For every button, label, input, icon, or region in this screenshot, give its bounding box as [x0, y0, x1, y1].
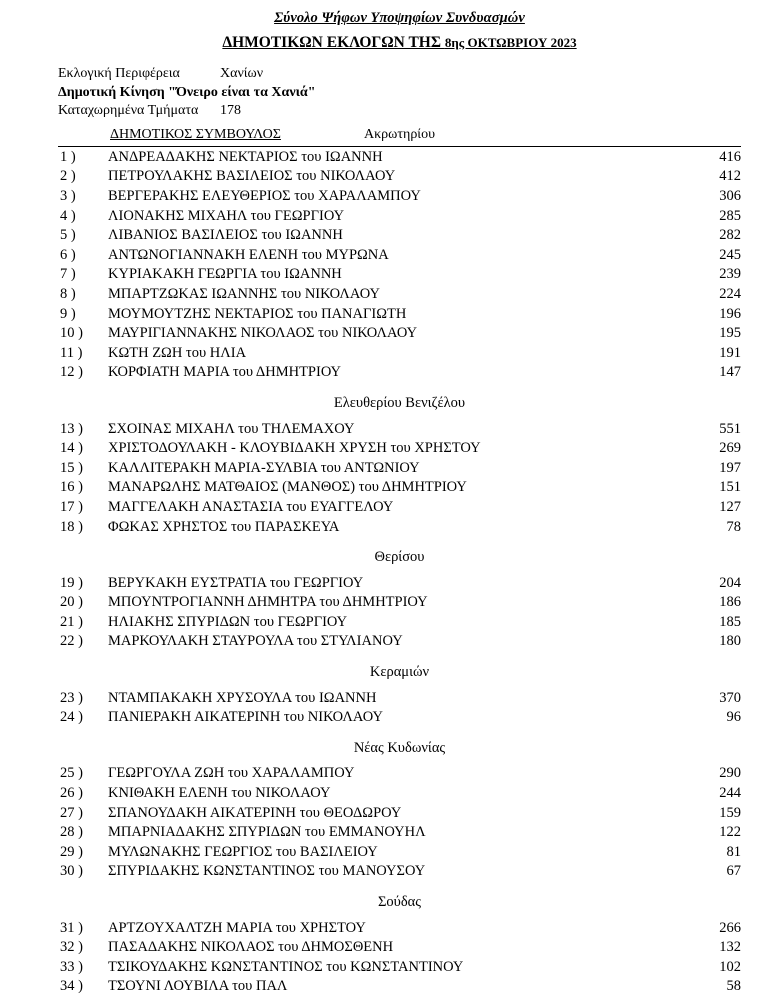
candidate-name: ΒΕΡΓΕΡΑΚΗΣ ΕΛΕΥΘΕΡΙΟΣ του ΧΑΡΑΛΑΜΠΟΥ — [108, 188, 421, 205]
row-number: 26 ) — [60, 785, 83, 802]
candidate-votes: 186 — [719, 594, 741, 611]
table-row — [58, 420, 741, 440]
meta-row-counted — [58, 102, 741, 121]
meta-row-region — [58, 65, 741, 84]
table-row — [58, 708, 741, 728]
candidate-votes: 285 — [719, 207, 741, 224]
table-row — [58, 363, 741, 383]
table-row — [58, 632, 741, 652]
row-number: 12 ) — [60, 364, 83, 381]
candidate-votes: 67 — [726, 863, 741, 880]
candidate-name: ΜΑΥΡΙΓΙΑΝΝΑΚΗΣ ΝΙΚΟΛΑΟΣ του ΝΙΚΟΛΑΟΥ — [108, 325, 418, 342]
candidate-votes: 266 — [719, 919, 741, 936]
document-subtitle — [58, 34, 741, 52]
row-number: 16 ) — [60, 479, 83, 496]
table-row — [58, 593, 741, 613]
subtitle-date: 8ης ΟΚΤΩΒΡΙΟΥ 2023 — [444, 35, 577, 50]
candidate-votes: 127 — [719, 498, 741, 515]
region-value: Χανίων — [220, 66, 264, 81]
table-row — [58, 167, 741, 187]
candidate-name: ΜΠΑΡΤΖΩΚΑΣ ΙΩΑΝΝΗΣ του ΝΙΚΟΛΑΟΥ — [108, 285, 380, 302]
candidate-name: ΗΛΙΑΚΗΣ ΣΠΥΡΙΔΩΝ του ΓΕΩΡΓΙΟΥ — [108, 613, 348, 630]
candidate-votes: 159 — [719, 804, 741, 821]
section-header-2: Θερίσου — [374, 549, 425, 566]
row-number: 30 ) — [60, 863, 83, 880]
candidate-votes: 132 — [719, 939, 741, 956]
row-number: 34 ) — [60, 978, 83, 995]
row-number: 21 ) — [60, 613, 83, 630]
subtitle-main: ΔΗΜΟΤΙΚΩΝ ΕΚΛΟΓΩΝ ΤΗΣ — [222, 34, 441, 51]
row-number: 28 ) — [60, 824, 83, 841]
candidate-name: ΚΟΡΦΙΑΤΗ ΜΑΡΙΑ του ΔΗΜΗΤΡΙΟΥ — [108, 364, 342, 381]
candidate-name: ΛΙΒΑΝΙΟΣ ΒΑΣΙΛΕΙΟΣ του ΙΩΑΝΝΗ — [108, 227, 343, 244]
table-row — [58, 823, 741, 843]
table-row — [58, 226, 741, 246]
table-row — [58, 439, 741, 459]
row-number: 3 ) — [60, 188, 76, 205]
candidate-name: ΜΑΝΑΡΩΛΗΣ ΜΑΤΘΑΙΟΣ (ΜΑΝΘΟΣ) του ΔΗΜΗΤΡΙΟΥ — [108, 479, 467, 496]
table-row — [58, 187, 741, 207]
candidate-name: ΑΝΤΩΝΟΓΙΑΝΝΑΚΗ ΕΛΕΝΗ του ΜΥΡΩΝΑ — [108, 246, 389, 263]
table-row — [58, 764, 741, 784]
candidate-votes: 224 — [719, 285, 741, 302]
section-spacer — [58, 652, 741, 663]
candidate-votes: 306 — [719, 188, 741, 205]
candidate-votes: 239 — [719, 266, 741, 283]
counted-value: 178 — [220, 103, 241, 119]
table-row — [58, 804, 741, 824]
candidate-name: ΑΝΔΡΕΑΔΑΚΗΣ ΝΕΚΤΑΡΙΟΣ του ΙΩΑΝΝΗ — [108, 148, 383, 165]
candidate-name: ΜΥΛΩΝΑΚΗΣ ΓΕΩΡΓΙΟΣ του ΒΑΣΙΛΕΙΟΥ — [108, 843, 378, 860]
row-number: 32 ) — [60, 939, 83, 956]
candidate-list — [58, 148, 741, 997]
candidate-name: ΤΣΙΚΟΥΔΑΚΗΣ ΚΩΝΣΤΑΝΤΙΝΟΣ του ΚΩΝΣΤΑΝΤΙΝΟΥ — [108, 958, 464, 975]
candidate-votes: 269 — [719, 440, 741, 457]
document-title: Σύνολο Ψήφων Υποψηφίων Συνδυασμών — [274, 10, 525, 26]
row-number: 2 ) — [60, 168, 76, 185]
section-header-4: Νέας Κυδωνίας — [353, 739, 446, 756]
row-number: 17 ) — [60, 498, 83, 515]
candidate-votes: 412 — [719, 168, 741, 185]
candidate-name: ΣΠΑΝΟΥΔΑΚΗ ΑΙΚΑΤΕΡΙΝΗ του ΘΕΟΔΩΡΟΥ — [108, 804, 402, 821]
table-row — [58, 305, 741, 325]
candidate-name: ΠΑΣΑΔΑΚΗΣ ΝΙΚΟΛΑΟΣ του ΔΗΜΟΣΘΕΝΗ — [108, 939, 394, 956]
row-number: 25 ) — [60, 765, 83, 782]
candidate-votes: 551 — [719, 420, 741, 437]
table-row — [58, 574, 741, 594]
table-row — [58, 207, 741, 227]
row-number: 31 ) — [60, 919, 83, 936]
candidate-name: ΚΩΤΗ ΖΩΗ του ΗΛΙΑ — [108, 344, 247, 361]
table-row — [58, 919, 741, 939]
candidate-name: ΝΤΑΜΠΑΚΑΚΗ ΧΡΥΣΟΥΛΑ του ΙΩΑΝΝΗ — [108, 689, 377, 706]
row-number: 13 ) — [60, 420, 83, 437]
candidate-votes: 197 — [719, 459, 741, 476]
table-row — [58, 148, 741, 168]
region-label: Εκλογική Περιφέρεια — [58, 66, 180, 81]
table-row — [58, 246, 741, 266]
table-row — [58, 285, 741, 305]
row-number: 14 ) — [60, 440, 83, 457]
table-row — [58, 459, 741, 479]
section-header-1: Ελευθερίου Βενιζέλου — [333, 394, 466, 411]
row-number: 23 ) — [60, 689, 83, 706]
candidate-votes: 185 — [719, 613, 741, 630]
column-header-candidates: ΔΗΜΟΤΙΚΟΣ ΣΥΜΒΟΥΛΟΣ — [110, 126, 281, 142]
table-row — [58, 613, 741, 633]
candidate-votes: 196 — [719, 305, 741, 322]
candidate-votes: 96 — [726, 709, 741, 726]
row-number: 29 ) — [60, 843, 83, 860]
candidate-votes: 195 — [719, 325, 741, 342]
candidate-votes: 180 — [719, 633, 741, 650]
candidate-votes: 282 — [719, 227, 741, 244]
candidate-name: ΜΠΟΥΝΤΡΟΓΙΑΝΝΗ ΔΗΜΗΤΡΑ του ΔΗΜΗΤΡΙΟΥ — [108, 594, 428, 611]
candidate-votes: 370 — [719, 689, 741, 706]
table-row — [58, 784, 741, 804]
candidate-name: ΜΠΑΡΝΙΑΔΑΚΗΣ ΣΠΥΡΙΔΩΝ του ΕΜΜΑΝΟΥΗΛ — [108, 824, 426, 841]
row-number: 7 ) — [60, 266, 76, 283]
candidate-name: ΓΕΩΡΓΟΥΛΑ ΖΩΗ του ΧΑΡΑΛΑΜΠΟΥ — [108, 765, 355, 782]
section-spacer — [58, 728, 741, 739]
table-row — [58, 518, 741, 538]
candidate-votes: 290 — [719, 765, 741, 782]
candidate-votes: 78 — [726, 518, 741, 535]
candidate-votes: 151 — [719, 479, 741, 496]
candidate-name: ΦΩΚΑΣ ΧΡΗΣΤΟΣ του ΠΑΡΑΣΚΕΥΑ — [108, 518, 340, 535]
candidate-votes: 244 — [719, 785, 741, 802]
row-number: 8 ) — [60, 285, 76, 302]
row-number: 24 ) — [60, 709, 83, 726]
meta-row-party — [58, 84, 741, 103]
row-number: 18 ) — [60, 518, 83, 535]
candidate-name: ΚΥΡΙΑΚΑΚΗ ΓΕΩΡΓΙΑ του ΙΩΑΝΝΗ — [108, 266, 342, 283]
table-row — [58, 265, 741, 285]
row-number: 1 ) — [60, 148, 76, 165]
row-number: 4 ) — [60, 207, 76, 224]
document-meta — [58, 65, 741, 121]
candidate-name: ΚΝΙΘΑΚΗ ΕΛΕΝΗ του ΝΙΚΟΛΑΟΥ — [108, 785, 331, 802]
candidate-votes: 204 — [719, 574, 741, 591]
section-spacer — [58, 537, 741, 548]
row-number: 27 ) — [60, 804, 83, 821]
candidate-name: ΠΕΤΡΟΥΛΑΚΗΣ ΒΑΣΙΛΕΙΟΣ του ΝΙΚΟΛΑΟΥ — [108, 168, 396, 185]
column-header-area: Ακρωτηρίου — [364, 126, 435, 142]
table-row — [58, 324, 741, 344]
candidate-name: ΚΑΛΛΙΤΕΡΑΚΗ ΜΑΡΙΑ-ΣΥΛΒΙΑ του ΑΝΤΩΝΙΟΥ — [108, 459, 420, 476]
table-row — [58, 478, 741, 498]
candidate-votes: 81 — [726, 843, 741, 860]
candidate-votes: 58 — [726, 978, 741, 995]
candidate-votes: 147 — [719, 364, 741, 381]
row-number: 22 ) — [60, 633, 83, 650]
table-row — [58, 498, 741, 518]
table-row — [58, 689, 741, 709]
candidate-name: ΣΧΟΙΝΑΣ ΜΙΧΑΗΛ του ΤΗΛΕΜΑΧΟΥ — [108, 420, 355, 437]
row-number: 20 ) — [60, 594, 83, 611]
candidate-votes: 102 — [719, 958, 741, 975]
row-number: 11 ) — [60, 344, 83, 361]
section-header-3: Κεραμιών — [369, 664, 430, 681]
section-spacer — [58, 882, 741, 893]
table-row — [58, 977, 741, 997]
candidate-name: ΣΠΥΡΙΔΑΚΗΣ ΚΩΝΣΤΑΝΤΙΝΟΣ του ΜΑΝΟΥΣΟΥ — [108, 863, 426, 880]
candidate-name: ΒΕΡΥΚΑΚΗ ΕΥΣΤΡΑΤΙΑ του ΓΕΩΡΓΙΟΥ — [108, 574, 364, 591]
section-header-5: Σούδας — [377, 894, 422, 911]
candidate-name: ΛΙΟΝΑΚΗΣ ΜΙΧΑΗΛ του ΓΕΩΡΓΙΟΥ — [108, 207, 345, 224]
table-row — [58, 843, 741, 863]
table-header — [58, 127, 741, 147]
table-row — [58, 344, 741, 364]
row-number: 19 ) — [60, 574, 83, 591]
table-row — [58, 938, 741, 958]
party-name: Δημοτική Κίνηση "Όνειρο είναι τα Χανιά" — [58, 84, 316, 100]
candidate-name: ΠΑΝΙΕΡΑΚΗ ΑΙΚΑΤΕΡΙΝΗ του ΝΙΚΟΛΑΟΥ — [108, 709, 383, 726]
candidate-name: ΑΡΤΖΟΥΧΑΛΤΖΗ ΜΑΡΙΑ του ΧΡΗΣΤΟΥ — [108, 919, 366, 936]
table-row — [58, 958, 741, 978]
candidate-name: ΜΑΓΓΕΛΑΚΗ ΑΝΑΣΤΑΣΙΑ του ΕΥΑΓΓΕΛΟΥ — [108, 498, 394, 515]
candidate-votes: 416 — [719, 148, 741, 165]
counted-label: Καταχωρημένα Τμήματα — [58, 103, 199, 119]
candidate-votes: 245 — [719, 246, 741, 263]
candidate-votes: 122 — [719, 824, 741, 841]
candidate-name: ΜΟΥΜΟΥΤΖΗΣ ΝΕΚΤΑΡΙΟΣ του ΠΑΝΑΓΙΩΤΗ — [108, 305, 407, 322]
row-number: 5 ) — [60, 227, 76, 244]
row-number: 15 ) — [60, 459, 83, 476]
candidate-name: ΜΑΡΚΟΥΛΑΚΗ ΣΤΑΥΡΟΥΛΑ του ΣΤΥΛΙΑΝΟΥ — [108, 633, 403, 650]
candidate-name: ΤΣΟΥΝΙ ΛΟΥΒΙΛΑ του ΠΑΛ — [108, 978, 288, 995]
row-number: 33 ) — [60, 958, 83, 975]
row-number: 9 ) — [60, 305, 76, 322]
row-number: 6 ) — [60, 246, 76, 263]
section-spacer — [58, 383, 741, 394]
candidate-name: ΧΡΙΣΤΟΔΟΥΛΑΚΗ - ΚΛΟΥΒΙΔΑΚΗ ΧΡΥΣΗ του ΧΡΗΣΤΟΥ — [108, 440, 481, 457]
candidate-votes: 191 — [719, 344, 741, 361]
row-number: 10 ) — [60, 325, 83, 342]
table-row — [58, 862, 741, 882]
